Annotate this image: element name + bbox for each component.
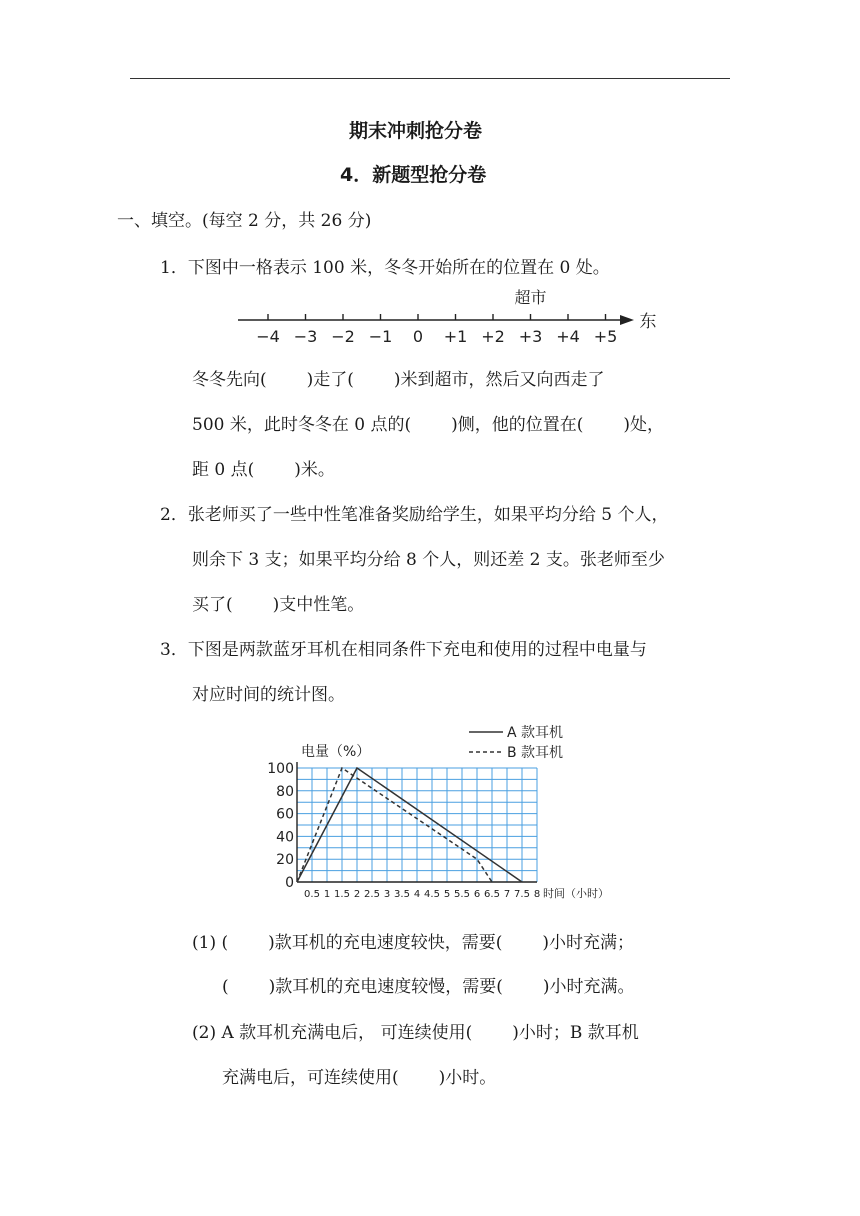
q3-sub2-line1-text-a: (2) A 款耳机充满电后， 可连续使用( (192, 1023, 473, 1043)
q3-sub1-line1-text-b: )款耳机的充电速度较快，需要( (268, 933, 503, 953)
y-tick-label: 0 (285, 875, 294, 891)
number-line-label: +5 (593, 327, 618, 346)
x-tick-label: 0.5 (304, 889, 320, 900)
number-line-label: +4 (556, 327, 580, 346)
number-line-label: 0 (412, 327, 424, 346)
q3-sub1-line2-text-b: )款耳机的充电速度较慢，需要( (268, 977, 503, 997)
q1-line1-text-a: 冬冬先向( (192, 370, 267, 390)
number-line-label: −2 (331, 327, 355, 346)
q1-line3-text-a: 距 0 点( (192, 460, 255, 480)
y-tick-label: 20 (276, 852, 294, 869)
q3-sub2-line2 (222, 1063, 496, 1088)
x-tick-label: 5 (443, 889, 451, 900)
y-tick-label: 80 (276, 783, 294, 800)
q3-line1: 3．下图是两款蓝牙耳机在相同条件下充电和使用的过程中电量与 (160, 640, 647, 660)
q1-prompt: 1．下图中一格表示 100 米，冬冬开始所在的位置在 0 处。 (160, 258, 610, 278)
q2-line3 (192, 590, 364, 615)
number-line-label: +3 (518, 327, 543, 346)
x-tick-label: 2.5 (364, 889, 380, 900)
x-tick-label: 2 (353, 889, 361, 900)
q1-line2 (192, 410, 664, 435)
x-tick-label: 7.5 (514, 889, 530, 900)
q3-sub2-line2-text-a: 充满电后，可连续使用( (222, 1068, 399, 1088)
page-title: 期末冲刺抢分卷 (349, 120, 483, 142)
number-line-label: +1 (443, 327, 468, 346)
x-tick-label: 7 (503, 889, 511, 900)
x-tick-label: 6.5 (484, 889, 500, 900)
q3-sub2-line2-text-b: )小时。 (438, 1068, 497, 1088)
x-tick-label: 3 (383, 889, 391, 900)
x-tick-label: 5.5 (454, 889, 470, 900)
q2-line2: 则余下 3 支；如果平均分给 8 个人，则还差 2 支。张老师至少 (192, 550, 665, 570)
q3-line2: 对应时间的统计图。 (192, 685, 345, 705)
page-subtitle: 4．新题型抢分卷 (340, 164, 487, 186)
q3-sub1-line2-text-a: ( (222, 977, 229, 997)
top-rule (130, 78, 730, 79)
q1-line3 (192, 455, 335, 480)
q1-line2-text-c: )处， (623, 415, 665, 435)
q3-sub1-line1-text-a: (1) ( (192, 933, 229, 953)
q3-sub2-line1-text-b: )小时；B 款耳机 (512, 1023, 639, 1043)
y-axis-label: 电量（%） (301, 744, 371, 760)
east-label: 东 (639, 312, 657, 332)
x-tick-label: 1.5 (334, 889, 350, 900)
q3-sub1-line2 (222, 972, 635, 997)
q1-line1-text-c: )米到超市，然后又向西走了 (393, 370, 605, 390)
q2-line3-text-a: 买了( (192, 595, 233, 615)
q1-line1-text-b: )走了( (306, 370, 354, 390)
number-line-label: +2 (481, 327, 505, 346)
q1-line2-text-b: )侧，他的位置在( (451, 415, 584, 435)
x-tick-label: 4 (413, 889, 421, 900)
q2-line3-text-b: )支中性笔。 (272, 595, 365, 615)
x-tick-label: 1 (323, 889, 331, 900)
q3-sub1-line2-text-c: )小时充满。 (542, 977, 635, 997)
number-line-label: −4 (256, 327, 280, 346)
q3-sub1-line1-text-c: )小时充满； (542, 933, 635, 953)
q1-line1 (192, 365, 605, 390)
x-tick-label: 6 (473, 889, 481, 900)
arrow-right-icon (620, 315, 634, 325)
x-axis-label: 时间（小时） (543, 887, 609, 900)
y-tick-label: 100 (267, 761, 294, 777)
number-line-label: −3 (293, 327, 318, 346)
q1-line3-text-b: )米。 (294, 460, 335, 480)
q3-sub2-line1 (192, 1018, 639, 1043)
q1-line2-text-a: 500 米，此时冬冬在 0 点的( (192, 415, 412, 435)
supermarket-label: 超市 (514, 288, 547, 307)
number-line-label: −1 (368, 327, 393, 346)
legend-label: B 款耳机 (507, 745, 564, 761)
x-tick-label: 8 (533, 889, 541, 900)
q2-line1: 2．张老师买了一些中性笔准备奖励给学生，如果平均分给 5 个人， (160, 505, 669, 525)
y-tick-label: 40 (276, 829, 294, 846)
x-tick-label: 4.5 (424, 889, 440, 900)
x-tick-label: 3.5 (394, 889, 410, 900)
q3-sub1-line1 (192, 928, 634, 953)
section-heading: 一、填空。(每空 2 分，共 26 分) (117, 211, 372, 231)
legend-label: A 款耳机 (507, 725, 564, 741)
battery-chart (255, 718, 635, 908)
number-line (230, 284, 670, 350)
y-tick-label: 60 (276, 806, 294, 823)
